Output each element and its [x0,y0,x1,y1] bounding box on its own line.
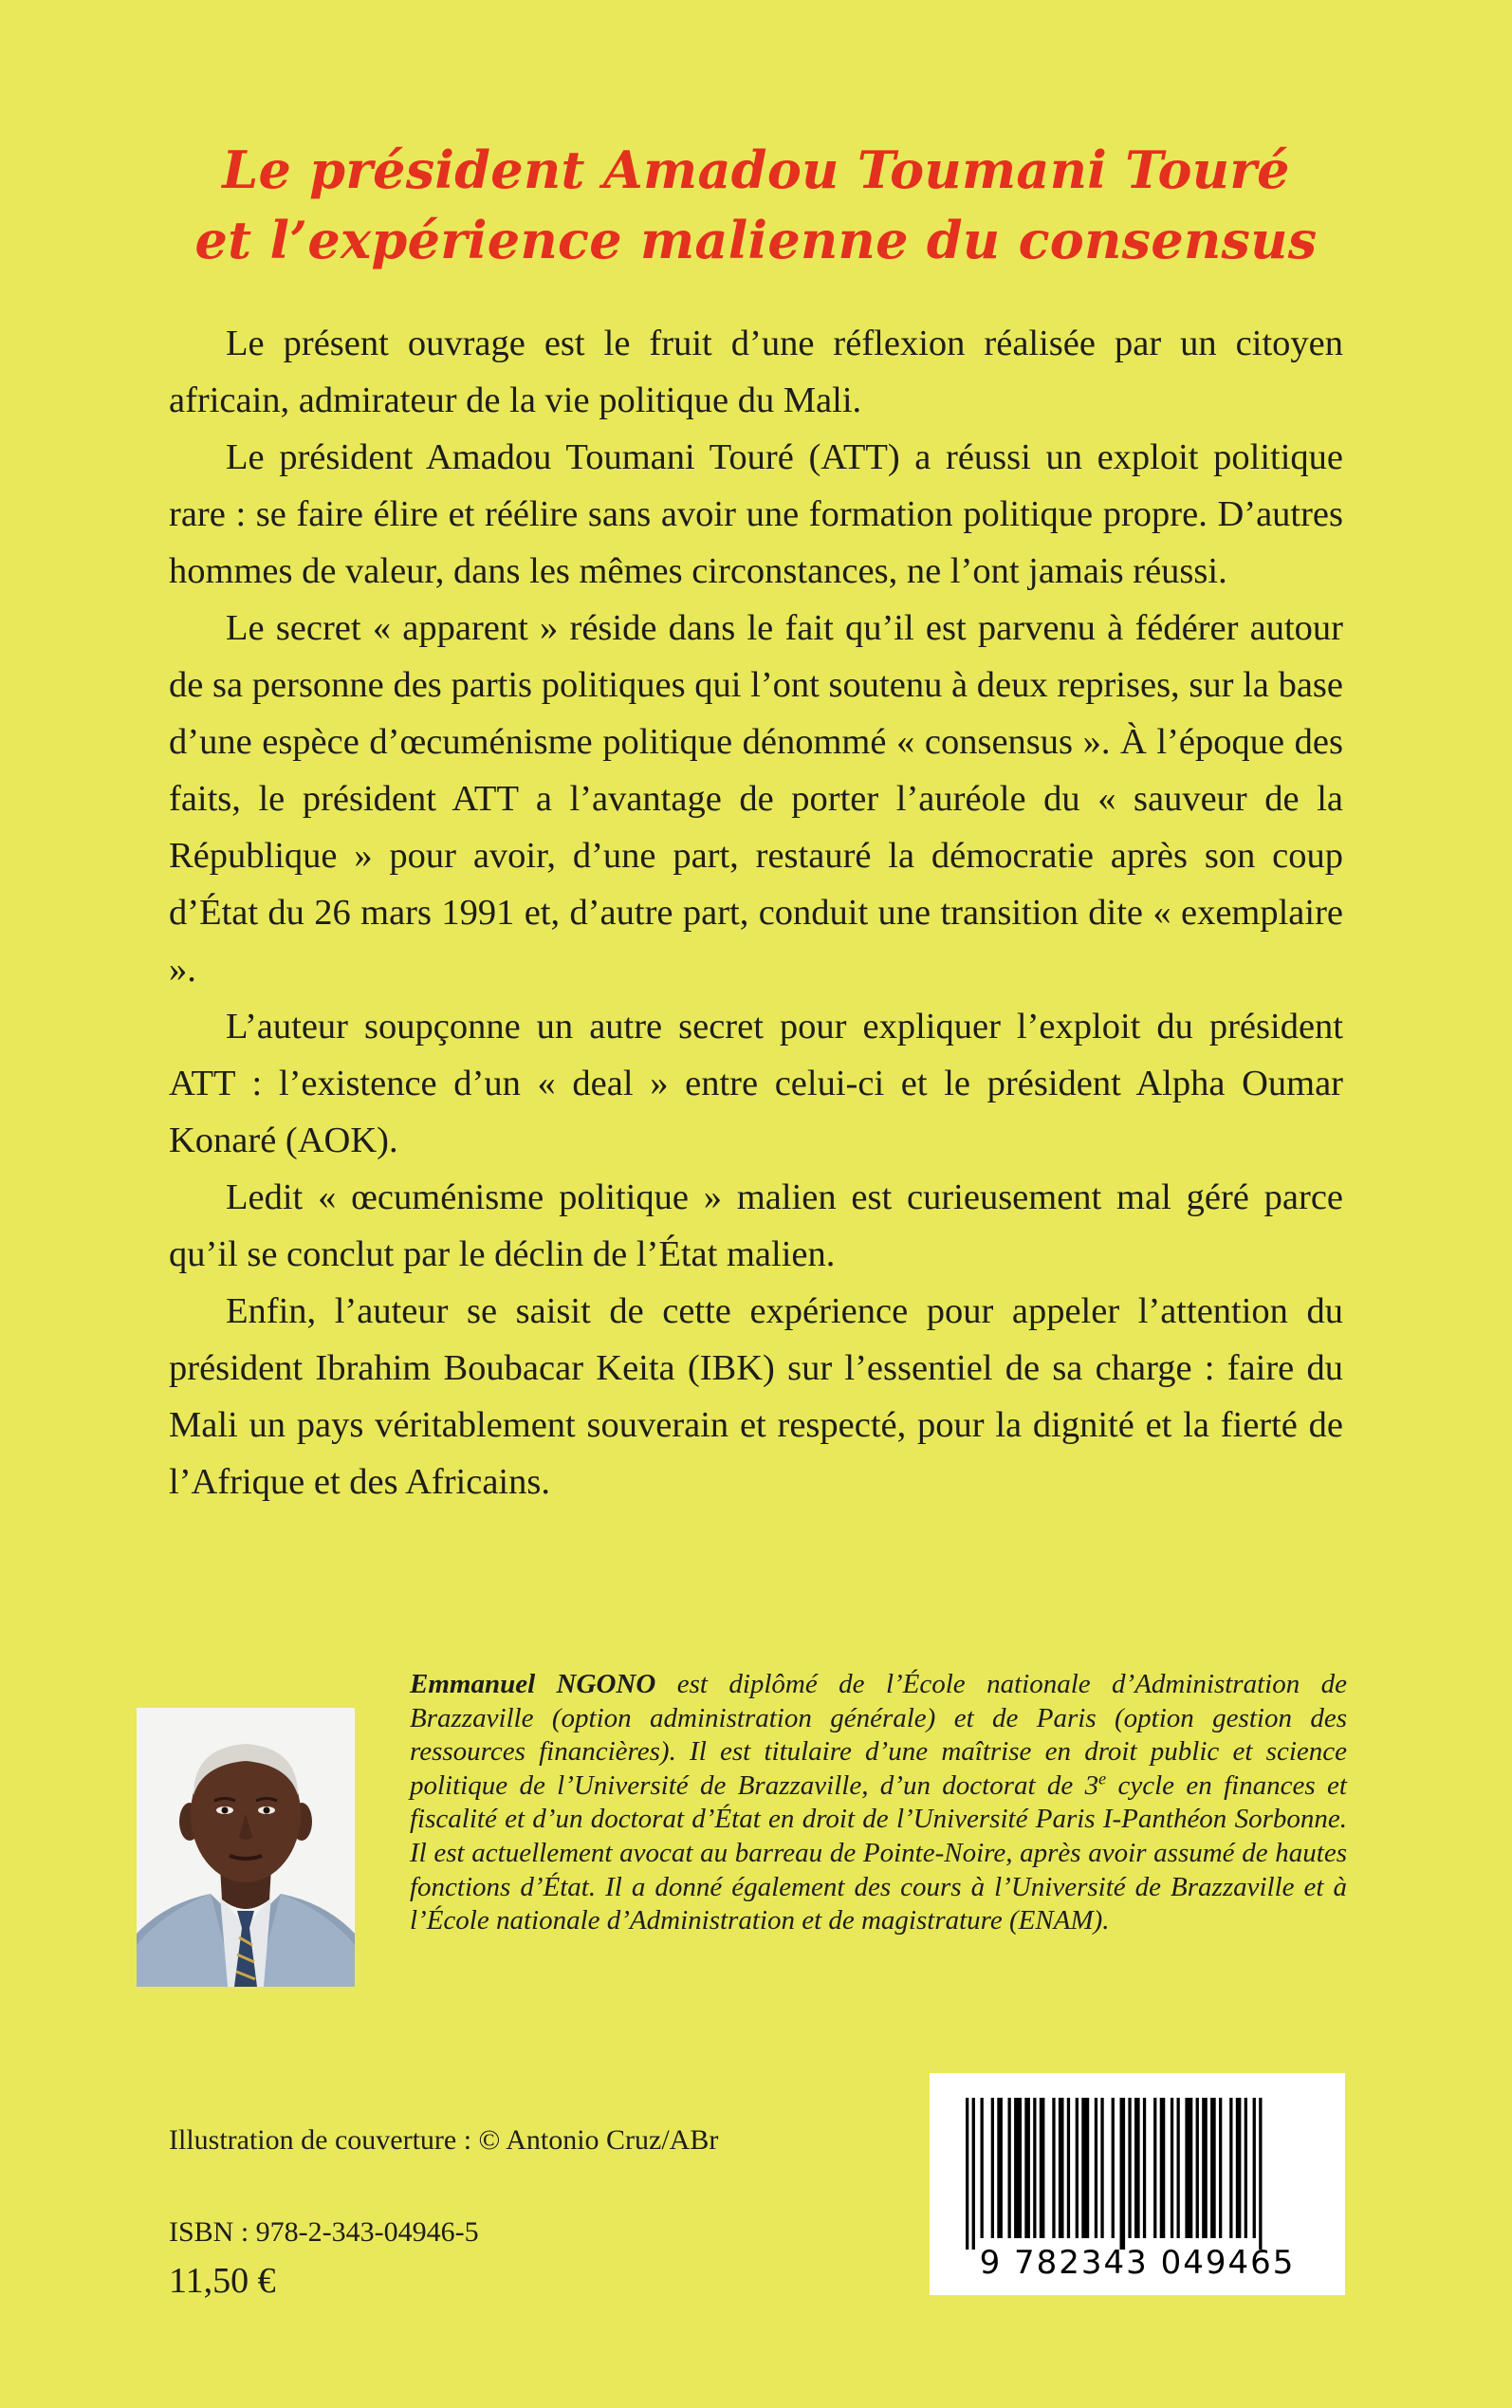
blurb-paragraph: Enfin, l’auteur se saisit de cette expérience pour appeler l’attention du président Ibrahim Boubacar Keita (IBK) sur l’essentiel de sa charge : faire du Mali un pays véritablement souverain et respecté, pour la dignité et la fierté de l’Afrique et des Africains. [169,1291,1343,1502]
barcode-bar [1059,2098,1064,2238]
barcode-bar [1177,2098,1180,2238]
barcode-bar [1253,2098,1256,2238]
barcode-bar [1185,2098,1192,2238]
barcode-bar [1067,2098,1070,2238]
barcode-bar [1112,2098,1115,2238]
book-title-line-1: Le président Amadou Toumani Touré [222,139,1290,201]
barcode-bar [1245,2098,1247,2238]
author-name: Emmanuel NGONO [410,1669,656,1699]
blurb-paragraph: L’auteur soupçonne un autre secret pour expliquer l’exploit du président ATT : l’existence d’un « deal » entre celui-ci et le président Alpha Oumar Konaré (AOK). [169,1007,1343,1160]
barcode-bar [1160,2098,1166,2238]
cover-illustration-credit: Illustration de couverture : © Antonio Cruz/ABr [169,2124,719,2156]
barcode-bar [1196,2098,1199,2238]
book-title [114,135,1398,275]
barcode-bar [1014,2098,1022,2238]
barcode-bar [1210,2098,1216,2238]
barcode-bar [966,2098,968,2250]
barcode-bar [972,2098,975,2250]
author-portrait-image [137,1708,355,1987]
barcode-bar [1040,2098,1045,2238]
author-bio-text-continued: cycle en finances et fiscalité et d’un doctorat d’État en droit de l’Université Paris I-Panthéon Sorbonne. Il est actuellement avocat au barreau de Pointe-Noire, après avoir assumé de hautes fonctions d’État. Il a donné également des cours à l’Université de Brazzaville et à l’École nationale d’Administration et de magistrature (ENAM). [410,1769,1347,1936]
barcode-bar [1134,2098,1140,2238]
isbn-barcode [930,2073,1345,2295]
author-bio [410,1668,1347,1938]
barcode-digits: 9 782343 049465 [979,2244,1296,2282]
blurb-paragraph: Ledit « œcuménisme politique » malien est curieusement mal géré parce qu’il se conclut par le déclin de l’État malien. [169,1177,1343,1274]
blurb-text [169,315,1343,1510]
barcode-bar [991,2098,994,2238]
barcode-bar [1076,2098,1079,2238]
barcode-bar [1081,2098,1089,2238]
barcode-bar [1259,2098,1262,2250]
barcode-bar [981,2098,984,2238]
barcode-bar [1143,2098,1146,2238]
price: 11,50 € [169,2261,276,2301]
blurb-paragraph: Le président Amadou Toumani Touré (ATT) a réussi un exploit politique rare : se faire élire et réélire sans avoir une formation politique propre. D’autres hommes de valeur, dans les mêmes circonstances, ne l’ont jamais réussi. [169,437,1343,591]
barcode-bar [1128,2098,1131,2238]
barcode-bar [1153,2098,1156,2238]
barcode-bar [1008,2098,1011,2238]
barcode-bar [1052,2098,1055,2238]
barcode-bar [1229,2098,1232,2238]
barcode-bar [1024,2098,1030,2238]
barcode-bar [1095,2098,1097,2238]
barcode-bar [1236,2098,1242,2238]
barcode-bar [1033,2098,1036,2238]
barcode-bar [997,2098,1003,2238]
author-bio-superscript: e [1098,1769,1107,1788]
isbn-number: ISBN : 978-2-343-04946-5 [169,2216,479,2248]
book-title-line-2: et l’expérience malienne du consensus [194,210,1318,271]
barcode-bar [1171,2098,1173,2238]
barcode-bar [1100,2098,1103,2238]
author-bio-text: est diplômé de l’École nationale d’Administration de Brazzaville (option administration générale) et de Paris (option gestion des ressources financières). Il est titulaire d’une maîtrise en droit public et science politique de l’Université de Brazzaville, d’un doctorat de 3 [410,1669,1347,1801]
author-photo [137,1708,355,1987]
blurb-paragraph: Le présent ouvrage est le fruit d’une réflexion réalisée par un citoyen africain, admirateur de la vie politique du Mali. [169,324,1343,420]
blurb-paragraph: Le secret « apparent » réside dans le fait qu’il est parvenu à fédérer autour de sa personne des partis politiques qui l’ont soutenu à deux reprises, sur la base d’une espèce d’œcuménisme politique dénommé « consensus ». À l’époque des faits, le président ATT a l’avantage de porter l’auréole du « sauveur de la République » pour avoir, d’une part, restauré la démocratie après son coup d’État du 26 mars 1991 et, d’autre part, conduit une transition dite « exemplaire ». [169,608,1343,990]
barcode-bar [1219,2098,1222,2238]
barcode-bar [1202,2098,1208,2238]
barcode-bar [1120,2098,1126,2250]
